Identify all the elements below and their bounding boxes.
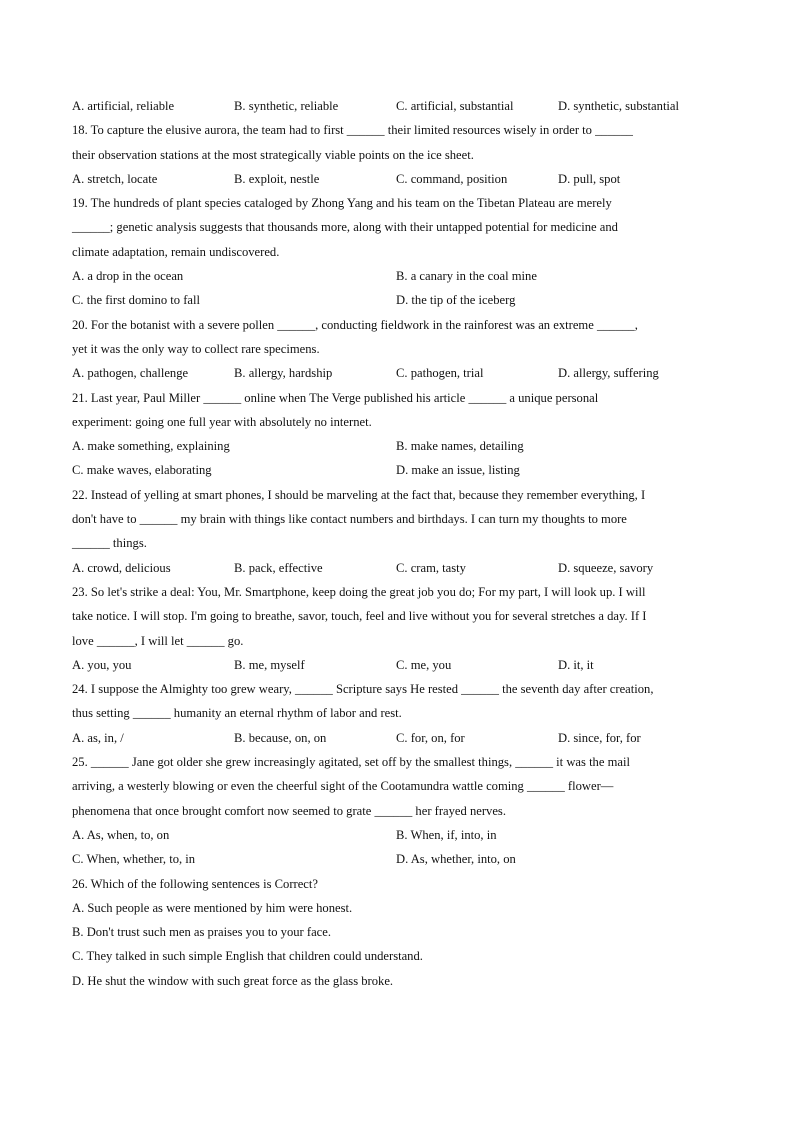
q23-stem-line: take notice. I will stop. I'm going to breathe, savor, touch, feel and live without you for several stretches a day. If I — [72, 609, 647, 624]
q25-options-row — [72, 847, 724, 871]
q19-option-d: D. the tip of the iceberg — [396, 293, 516, 308]
q20-stem-line: 20. For the botanist with a severe pollen ______, conducting fieldwork in the rainforest was an extreme ______, — [72, 317, 638, 332]
q22-stem-line: 22. Instead of yelling at smart phones, I should be marveling at the fact that, because they remember everything, I — [72, 487, 646, 502]
q19-options-row — [72, 264, 724, 288]
q19-option-c: C. the first domino to fall — [72, 293, 201, 308]
q23-option-d: D. it, it — [558, 657, 594, 672]
q17-option-d: D. synthetic, substantial — [558, 99, 680, 113]
q18-stem-line: 18. To capture the elusive aurora, the team had to first ______ their limited resources wisely in order to ______ — [72, 123, 633, 138]
q23-stem-line: love ______, I will let ______ go. — [72, 633, 244, 648]
q20-option-d: D. allergy, suffering — [558, 366, 659, 381]
q25-option-b: B. When, if, into, in — [396, 827, 497, 842]
q20-stem-line: yet it was the only way to collect rare specimens. — [72, 341, 320, 356]
q22-options — [72, 556, 724, 580]
q21-option-a: A. make something, explaining — [72, 439, 230, 454]
q19-options-row — [72, 288, 724, 312]
q25-stem-line: 25. ______ Jane got older she grew increasingly agitated, set off by the smallest things, ______ it was the mail — [72, 755, 630, 770]
q22-stem-line: don't have to ______ my brain with things like contact numbers and birthdays. I can turn my thoughts to more — [72, 512, 627, 527]
q26-option-b: B. Don't trust such men as praises you to your face. — [72, 925, 331, 940]
q21-option-c: C. make waves, elaborating — [72, 463, 212, 478]
q19-stem-line: climate adaptation, remain undiscovered. — [72, 244, 280, 259]
q25-stem-line: phenomena that once brought comfort now seemed to grate ______ her frayed nerves. — [72, 803, 506, 818]
exam-page — [72, 94, 724, 993]
q19-option-a: A. a drop in the ocean — [72, 269, 184, 284]
q18-option-d: D. pull, spot — [558, 171, 621, 186]
q24-stem-line: 24. I suppose the Almighty too grew weary, ______ Scripture says He rested ______ the seventh day after creation, — [72, 682, 654, 697]
q17-option-b: B. synthetic, reliable — [234, 99, 339, 113]
q25-options-row — [72, 823, 724, 847]
q25-option-d: D. As, whether, into, on — [396, 852, 516, 867]
q21-options-row — [72, 434, 724, 458]
q23-option-b: B. me, myself — [234, 657, 305, 672]
q18-option-a: A. stretch, locate — [72, 171, 158, 186]
q19-stem-line: ______; genetic analysis suggests that thousands more, along with their untapped potential for medicine and — [72, 220, 618, 235]
q18-option-c: C. command, position — [396, 171, 508, 186]
q26-option-a: A. Such people as were mentioned by him were honest. — [72, 900, 353, 915]
q20-option-b: B. allergy, hardship — [234, 366, 333, 381]
q23-options — [72, 653, 724, 677]
q21-option-b: B. make names, detailing — [396, 439, 524, 454]
q24-option-a: A. as, in, / — [72, 730, 124, 745]
q20-options — [72, 361, 724, 385]
q25-stem-line: arriving, a westerly blowing or even the cheerful sight of the Cootamundra wattle coming ______ flower— — [72, 779, 614, 794]
q17-option-a: A. artificial, reliable — [72, 99, 175, 113]
q17-option-c: C. artificial, substantial — [396, 99, 514, 113]
q24-option-c: C. for, on, for — [396, 730, 465, 745]
q22-option-a: A. crowd, delicious — [72, 560, 171, 575]
q24-option-b: B. because, on, on — [234, 730, 327, 745]
q25-option-c: C. When, whether, to, in — [72, 852, 196, 867]
q24-stem-line: thus setting ______ humanity an eternal rhythm of labor and rest. — [72, 706, 402, 721]
q23-option-c: C. me, you — [396, 657, 452, 672]
q23-option-a: A. you, you — [72, 657, 132, 672]
q22-stem-line: ______ things. — [72, 536, 147, 551]
q19-stem-line: 19. The hundreds of plant species cataloged by Zhong Yang and his team on the Tibetan Plateau are merely — [72, 196, 612, 211]
q17-options — [72, 94, 724, 118]
q21-options-row — [72, 458, 724, 482]
q22-option-c: C. cram, tasty — [396, 560, 466, 575]
q23-stem-line: 23. So let's strike a deal: You, Mr. Smartphone, keep doing the great job you do; For my part, I will look up. I will — [72, 584, 646, 599]
q21-stem-line: 21. Last year, Paul Miller ______ online when The Verge published his article ______ a unique personal — [72, 390, 599, 405]
q20-option-c: C. pathogen, trial — [396, 366, 484, 381]
q18-options — [72, 167, 724, 191]
q26-option-d: D. He shut the window with such great force as the glass broke. — [72, 973, 394, 988]
q20-option-a: A. pathogen, challenge — [72, 366, 189, 381]
q19-option-b: B. a canary in the coal mine — [396, 269, 537, 284]
q18-option-b: B. exploit, nestle — [234, 171, 320, 186]
q24-option-d: D. since, for, for — [558, 730, 641, 745]
q21-option-d: D. make an issue, listing — [396, 463, 520, 478]
q18-stem-line: their observation stations at the most strategically viable points on the ice sheet. — [72, 147, 474, 162]
q26-option-c: C. They talked in such simple English that children could understand. — [72, 949, 423, 964]
q21-stem-line: experiment: going one full year with absolutely no internet. — [72, 414, 372, 429]
q26-stem-line: 26. Which of the following sentences is Correct? — [72, 876, 318, 891]
q24-options — [72, 726, 724, 750]
q22-option-d: D. squeeze, savory — [558, 560, 654, 575]
q22-option-b: B. pack, effective — [234, 560, 323, 575]
q25-option-a: A. As, when, to, on — [72, 827, 170, 842]
